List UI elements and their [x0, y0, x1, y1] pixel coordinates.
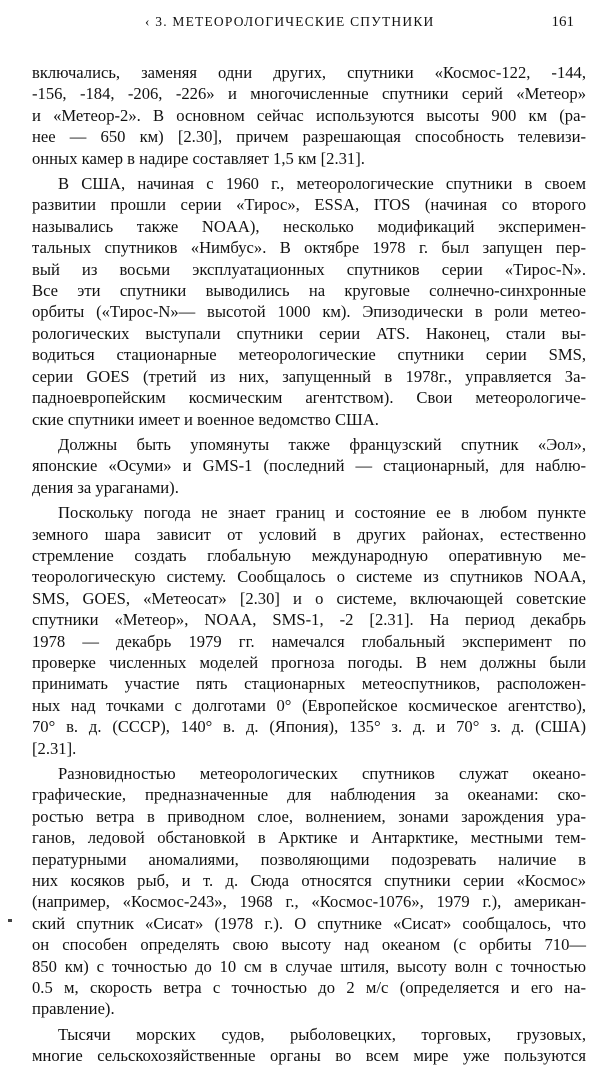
text-line: он способен определять свою высоту над океаном (с орбиты 710— — [32, 935, 586, 955]
text-line: ский спутник «Сисат» (1978 г.). О спутнике «Сисат» сообщалось, что — [32, 913, 586, 933]
text-line: японские «Осуми» и GMS-1 (последний — стационарный, для наблю- — [32, 456, 586, 476]
text-line: теорологическую систему. Сообщалось о системе из спутников NOAA, — [32, 567, 586, 587]
text-line: SMS, GOES, «Метеосат» [2.30] и о системе, включающей советские — [32, 588, 586, 608]
text-line: вый из восьми эксплуатационных спутников серии «Тирос-N». — [32, 259, 586, 279]
paragraph — [32, 1024, 586, 1067]
text-line: В США, начиная с 1960 г., метеорологические спутники в своем — [58, 174, 586, 194]
text-line: онных камер в надире составляет 1,5 км [2.31]. — [32, 148, 365, 168]
paragraph — [32, 434, 586, 498]
page-number: 161 — [551, 14, 574, 30]
text-line: (например, «Космос-243», 1968 г., «Космос-1076», 1979 г.), американ- — [32, 892, 586, 912]
text-line: принимать участие пять стационарных метеоспутников, расположен- — [32, 674, 586, 694]
text-line: многие сельскохозяйственные органы во всем мире уже пользуются — [32, 1046, 586, 1066]
paragraph — [32, 173, 586, 430]
text-line: -156, -184, -206, -226» и многочисленные спутники серий «Метеор» — [32, 84, 586, 104]
text-line: падноевропейским космическим агентством). Свои метеорологиче- — [32, 388, 586, 408]
running-title: ‹ 3. МЕТЕОРОЛОГИЧЕСКИЕ СПУТНИКИ — [145, 14, 435, 29]
text-line: ганов, ледовой обстановкой в Арктике и Антарктике, местными тем- — [32, 828, 586, 848]
text-line: назывались также NOAA), несколько модификаций эксперимен- — [32, 216, 586, 236]
text-line: [2.31]. — [32, 738, 77, 758]
print-speck — [8, 919, 12, 922]
text-line: нее — 650 км) [2.30], причем разрешающая способность телевизи- — [32, 127, 586, 147]
text-line: включались, заменяя одни других, спутники «Космос-122, -144, — [32, 63, 586, 82]
text-line: графические, предназначенные для наблюдения за океанами: ско- — [32, 785, 586, 805]
page-header — [0, 6, 600, 40]
text-line: Все эти спутники выводились на круговые солнечно-синхронные — [32, 281, 586, 301]
paragraph — [32, 62, 586, 169]
text-line: них косяков рыб, и т. д. Сюда относятся спутники серии «Космос» — [32, 871, 586, 891]
text-line: земного шара зависит от условий в других районах, естественно — [32, 524, 586, 544]
paragraph — [32, 763, 586, 1020]
text-line: стремление создать глобальную международную оперативную ме- — [32, 545, 586, 565]
text-line: 850 км) с точностью до 10 см в случае штиля, высоту волн с точностью — [32, 956, 586, 976]
text-line: 70° в. д. (СССР), 140° в. д. (Япония), 135° з. д. и 70° з. д. (США) — [32, 717, 586, 737]
paragraph — [32, 502, 586, 759]
text-line: 0.5 м, скорость ветра с точностью до 2 м/с (определяется и его на- — [32, 978, 586, 998]
text-line: ных над точками с долготами 0° (Европейское космическое агентство), — [32, 695, 586, 715]
text-line: 1978 — декабрь 1979 гг. намечался глобальный эксперимент по — [32, 631, 586, 651]
text-line: спутники «Метеор», NOAA, SMS-1, -2 [2.31]. На период декабрь — [32, 610, 586, 630]
text-line: ростью ветра в приводном слое, волнением, зонами зарождения ура- — [32, 806, 586, 826]
body-text — [32, 62, 586, 1067]
text-line: проверке численных моделей прогноза погоды. В нем должны были — [32, 652, 586, 672]
text-line: тальных спутников «Нимбус». В октябре 1978 г. был запущен пер- — [32, 238, 586, 258]
text-line: дения за ураганами). — [32, 477, 179, 497]
text-line: рологических выступали спутники серии ATS. Наконец, стали вы- — [32, 323, 586, 343]
text-line: орбиты («Тирос-N»— высотой 1000 км). Эпизодически в роли метео- — [32, 302, 586, 322]
text-line: серии GOES (третий из них, запущенный в 1978г., управляется За- — [32, 366, 586, 386]
text-line: и «Метеор-2». В основном сейчас используются высоты 900 км (ра- — [32, 105, 586, 125]
text-line: развитии прошли серии «Тирос», ESSA, ITOS (начиная со второго — [32, 195, 586, 215]
text-line: Поскольку погода не знает границ и состояние ее в любом пункте — [58, 503, 586, 523]
text-line: Должны быть упомянуты также французский спутник «Эол», — [58, 434, 586, 454]
text-line: Разновидностью метеорологических спутников служат океано- — [58, 764, 586, 783]
text-line: правление). — [32, 999, 115, 1019]
text-line: ские спутники имеет и военное ведомство США. — [32, 409, 379, 429]
text-line: пературными аномалиями, позволяющими подозревать наличие в — [32, 849, 586, 869]
text-line: Тысячи морских судов, рыболовецких, торговых, грузовых, — [58, 1024, 586, 1044]
text-line: водиться стационарные метеорологические спутники серии SMS, — [32, 345, 586, 365]
